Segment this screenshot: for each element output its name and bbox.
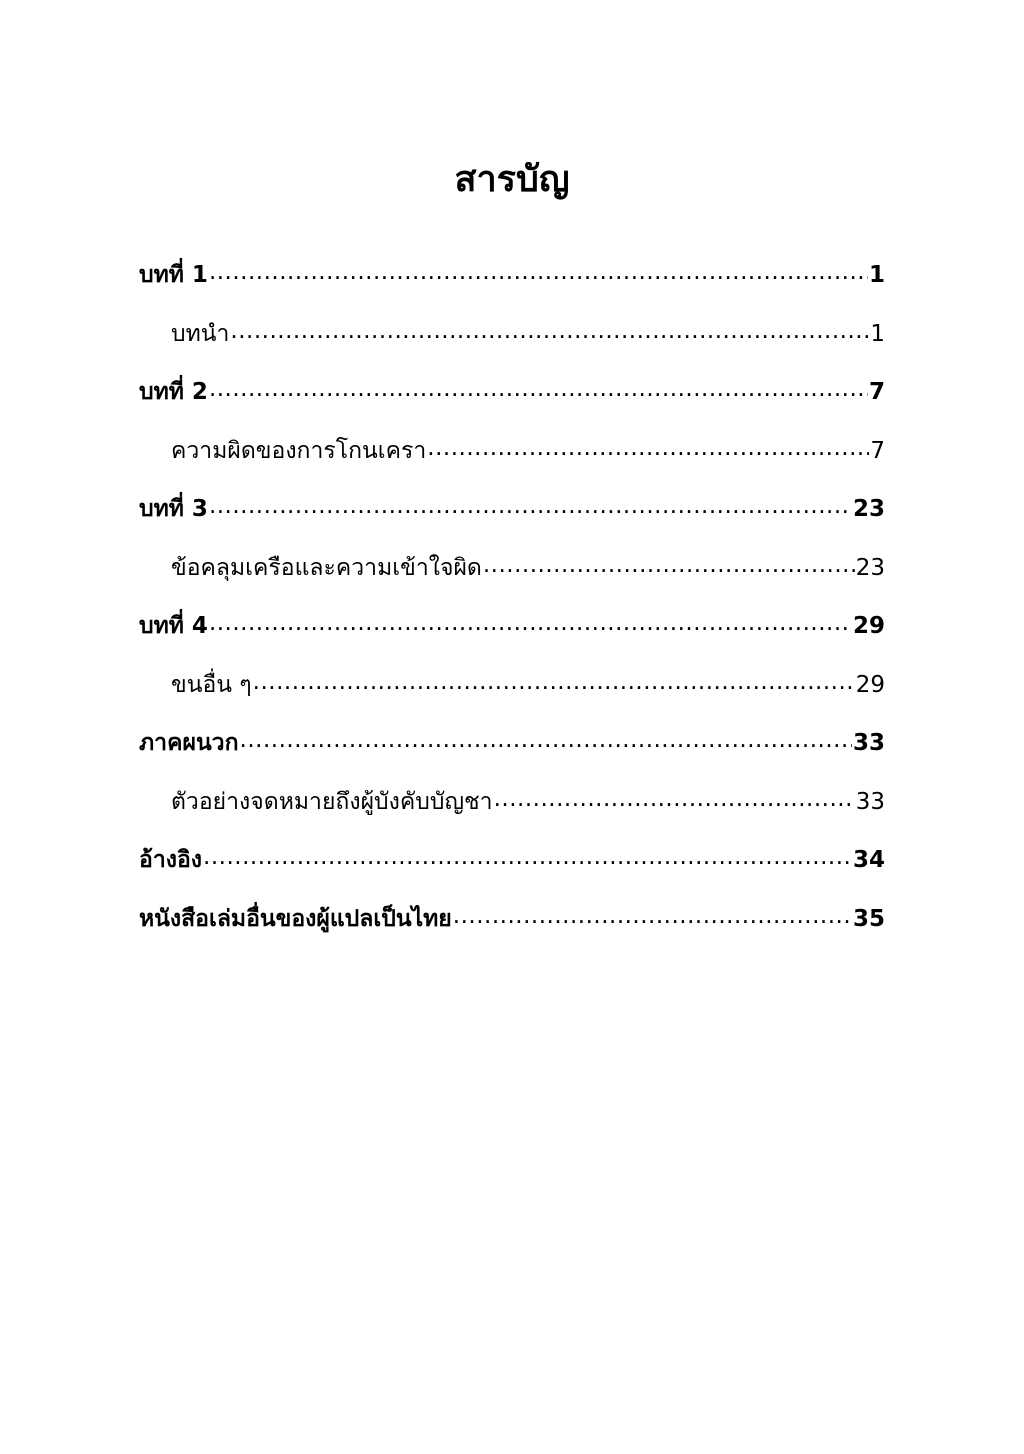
toc-entry-page-number: 7 <box>870 437 885 464</box>
toc-dot-leader <box>240 728 852 758</box>
toc-entry-page-number: 7 <box>868 379 885 406</box>
toc-entry-label: บทนำ <box>171 320 230 347</box>
toc-entry-label: หนังสือเล่มอื่นของผู้แปลเป็นไทย <box>139 905 452 932</box>
toc-dot-leader <box>209 611 852 641</box>
toc-dot-leader <box>209 494 852 524</box>
toc-entry-appendix[interactable] <box>139 714 885 773</box>
toc-entry-label: บทที่ 1 <box>139 262 208 289</box>
toc-entry-chapter-1[interactable] <box>139 246 885 305</box>
toc-entry-page-number: 35 <box>852 905 885 932</box>
toc-entry-sample-letter[interactable] <box>139 773 885 832</box>
page-title: สารบัญ <box>454 159 570 201</box>
toc-entry-label: บทที่ 2 <box>139 379 208 406</box>
toc-entry-shaving-wrongness[interactable] <box>139 422 885 481</box>
toc-entry-chapter-3[interactable] <box>139 480 885 539</box>
table-of-contents <box>139 246 885 948</box>
toc-entry-label: ตัวอย่างจดหมายถึงผู้บังคับบัญชา <box>171 788 493 815</box>
toc-entry-ambiguities[interactable] <box>139 539 885 598</box>
toc-entry-chapter-2[interactable] <box>139 363 885 422</box>
toc-dot-leader <box>203 845 852 875</box>
toc-dot-leader <box>483 553 855 583</box>
toc-entry-page-number: 29 <box>852 613 885 640</box>
toc-dot-leader <box>453 904 852 934</box>
toc-entry-label: อ้างอิง <box>139 847 203 874</box>
toc-entry-label: บทที่ 3 <box>139 496 208 523</box>
toc-dot-leader <box>494 787 855 817</box>
toc-entry-page-number: 33 <box>855 788 885 815</box>
toc-dot-leader <box>253 670 855 700</box>
toc-dot-leader <box>209 260 868 290</box>
toc-entry-label: ความผิดของการโกนเครา <box>171 437 427 464</box>
toc-entry-other-hair[interactable] <box>139 656 885 715</box>
toc-entry-page-number: 33 <box>852 730 885 757</box>
toc-entry-page-number: 23 <box>852 496 885 523</box>
toc-entry-page-number: 1 <box>870 320 885 347</box>
toc-entry-page-number: 23 <box>855 554 885 581</box>
toc-entry-label: ขนอื่น ๆ <box>171 671 252 698</box>
toc-dot-leader <box>209 377 868 407</box>
toc-entry-introduction[interactable] <box>139 305 885 364</box>
toc-entry-page-number: 1 <box>868 262 885 289</box>
toc-entry-chapter-4[interactable] <box>139 597 885 656</box>
toc-entry-label: บทที่ 4 <box>139 613 208 640</box>
toc-entry-label: ข้อคลุมเครือและความเข้าใจผิด <box>171 554 482 581</box>
toc-dot-leader <box>427 436 869 466</box>
toc-entry-page-number: 34 <box>852 847 885 874</box>
toc-entry-other-books[interactable] <box>139 890 885 949</box>
toc-entry-label: ภาคผนวก <box>139 730 239 757</box>
toc-entry-references[interactable] <box>139 831 885 890</box>
toc-entry-page-number: 29 <box>855 671 885 698</box>
toc-dot-leader <box>230 319 869 349</box>
